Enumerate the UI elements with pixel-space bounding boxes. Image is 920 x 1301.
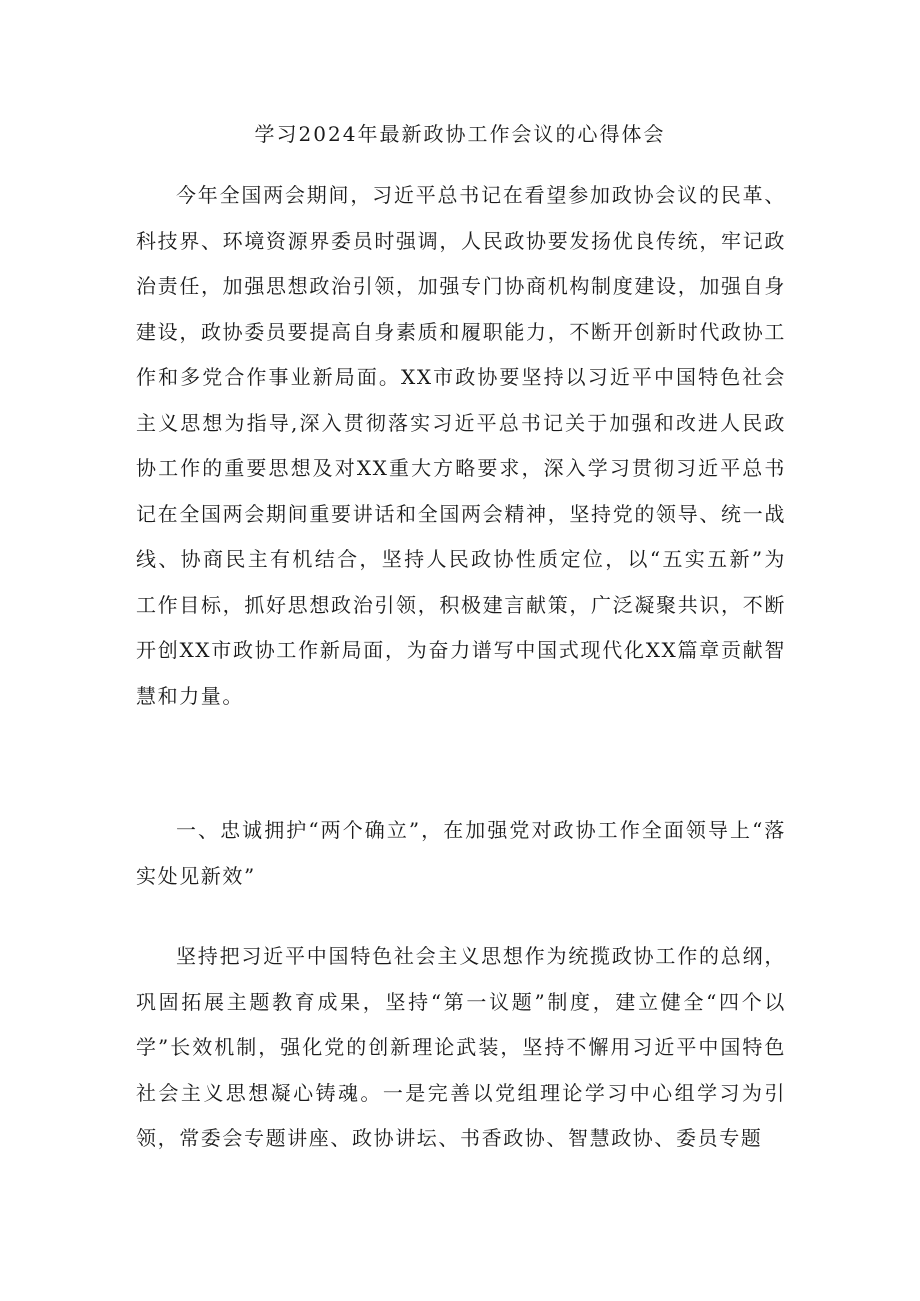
document-title: 学习2024年最新政协工作会议的心得体会	[254, 122, 666, 146]
section-heading-one: 一、忠诚拥护“两个确立”，在加强党对政协工作全面领导上“落实处见新效”	[136, 818, 786, 888]
body-paragraph-intro: 今年全国两会期间，习近平总书记在看望参加政协会议的民革、科技界、环境资源界委员时强调，人民政协要发扬优良传统，牢记政治责任，加强思想政治引领，加强专门协商机构制度建设，加强自身建设，政协委员要提高自身素质和履职能力，不断开创新时代政协工作和多党合作事业新局面。XX市政协要坚持以习近平中国特色社会主义思想为指导,深入贯彻落实习近平总书记关于加强和改进人民政协工作的重要思想及对XX重大方略要求，深入学习贯彻习近平总书记在全国两会期间重要讲话和全国两会精神，坚持党的领导、统一战线、协商民主有机结合，坚持人民政协性质定位，以“五实五新”为工作目标，抓好思想政治引领，积极建言献策，广泛凝聚共识，不断开创XX市政协工作新局面，为奋力谱写中国式现代化XX篇章贡献智慧和力量。	[136, 183, 786, 708]
body-paragraph-section-one: 坚持把习近平中国特色社会主义思想作为统揽政协工作的总纲，巩固拓展主题教育成果，坚持“第一议题”制度，建立健全“四个以学”长效机制，强化党的创新理论武装，坚持不懈用习近平中国特色社会主义思想凝心铸魂。一是完善以党组理论学习中心组学习为引领，常委会专题讲座、政协讲坛、书香政协、智慧政协、委员专题	[136, 944, 786, 1150]
